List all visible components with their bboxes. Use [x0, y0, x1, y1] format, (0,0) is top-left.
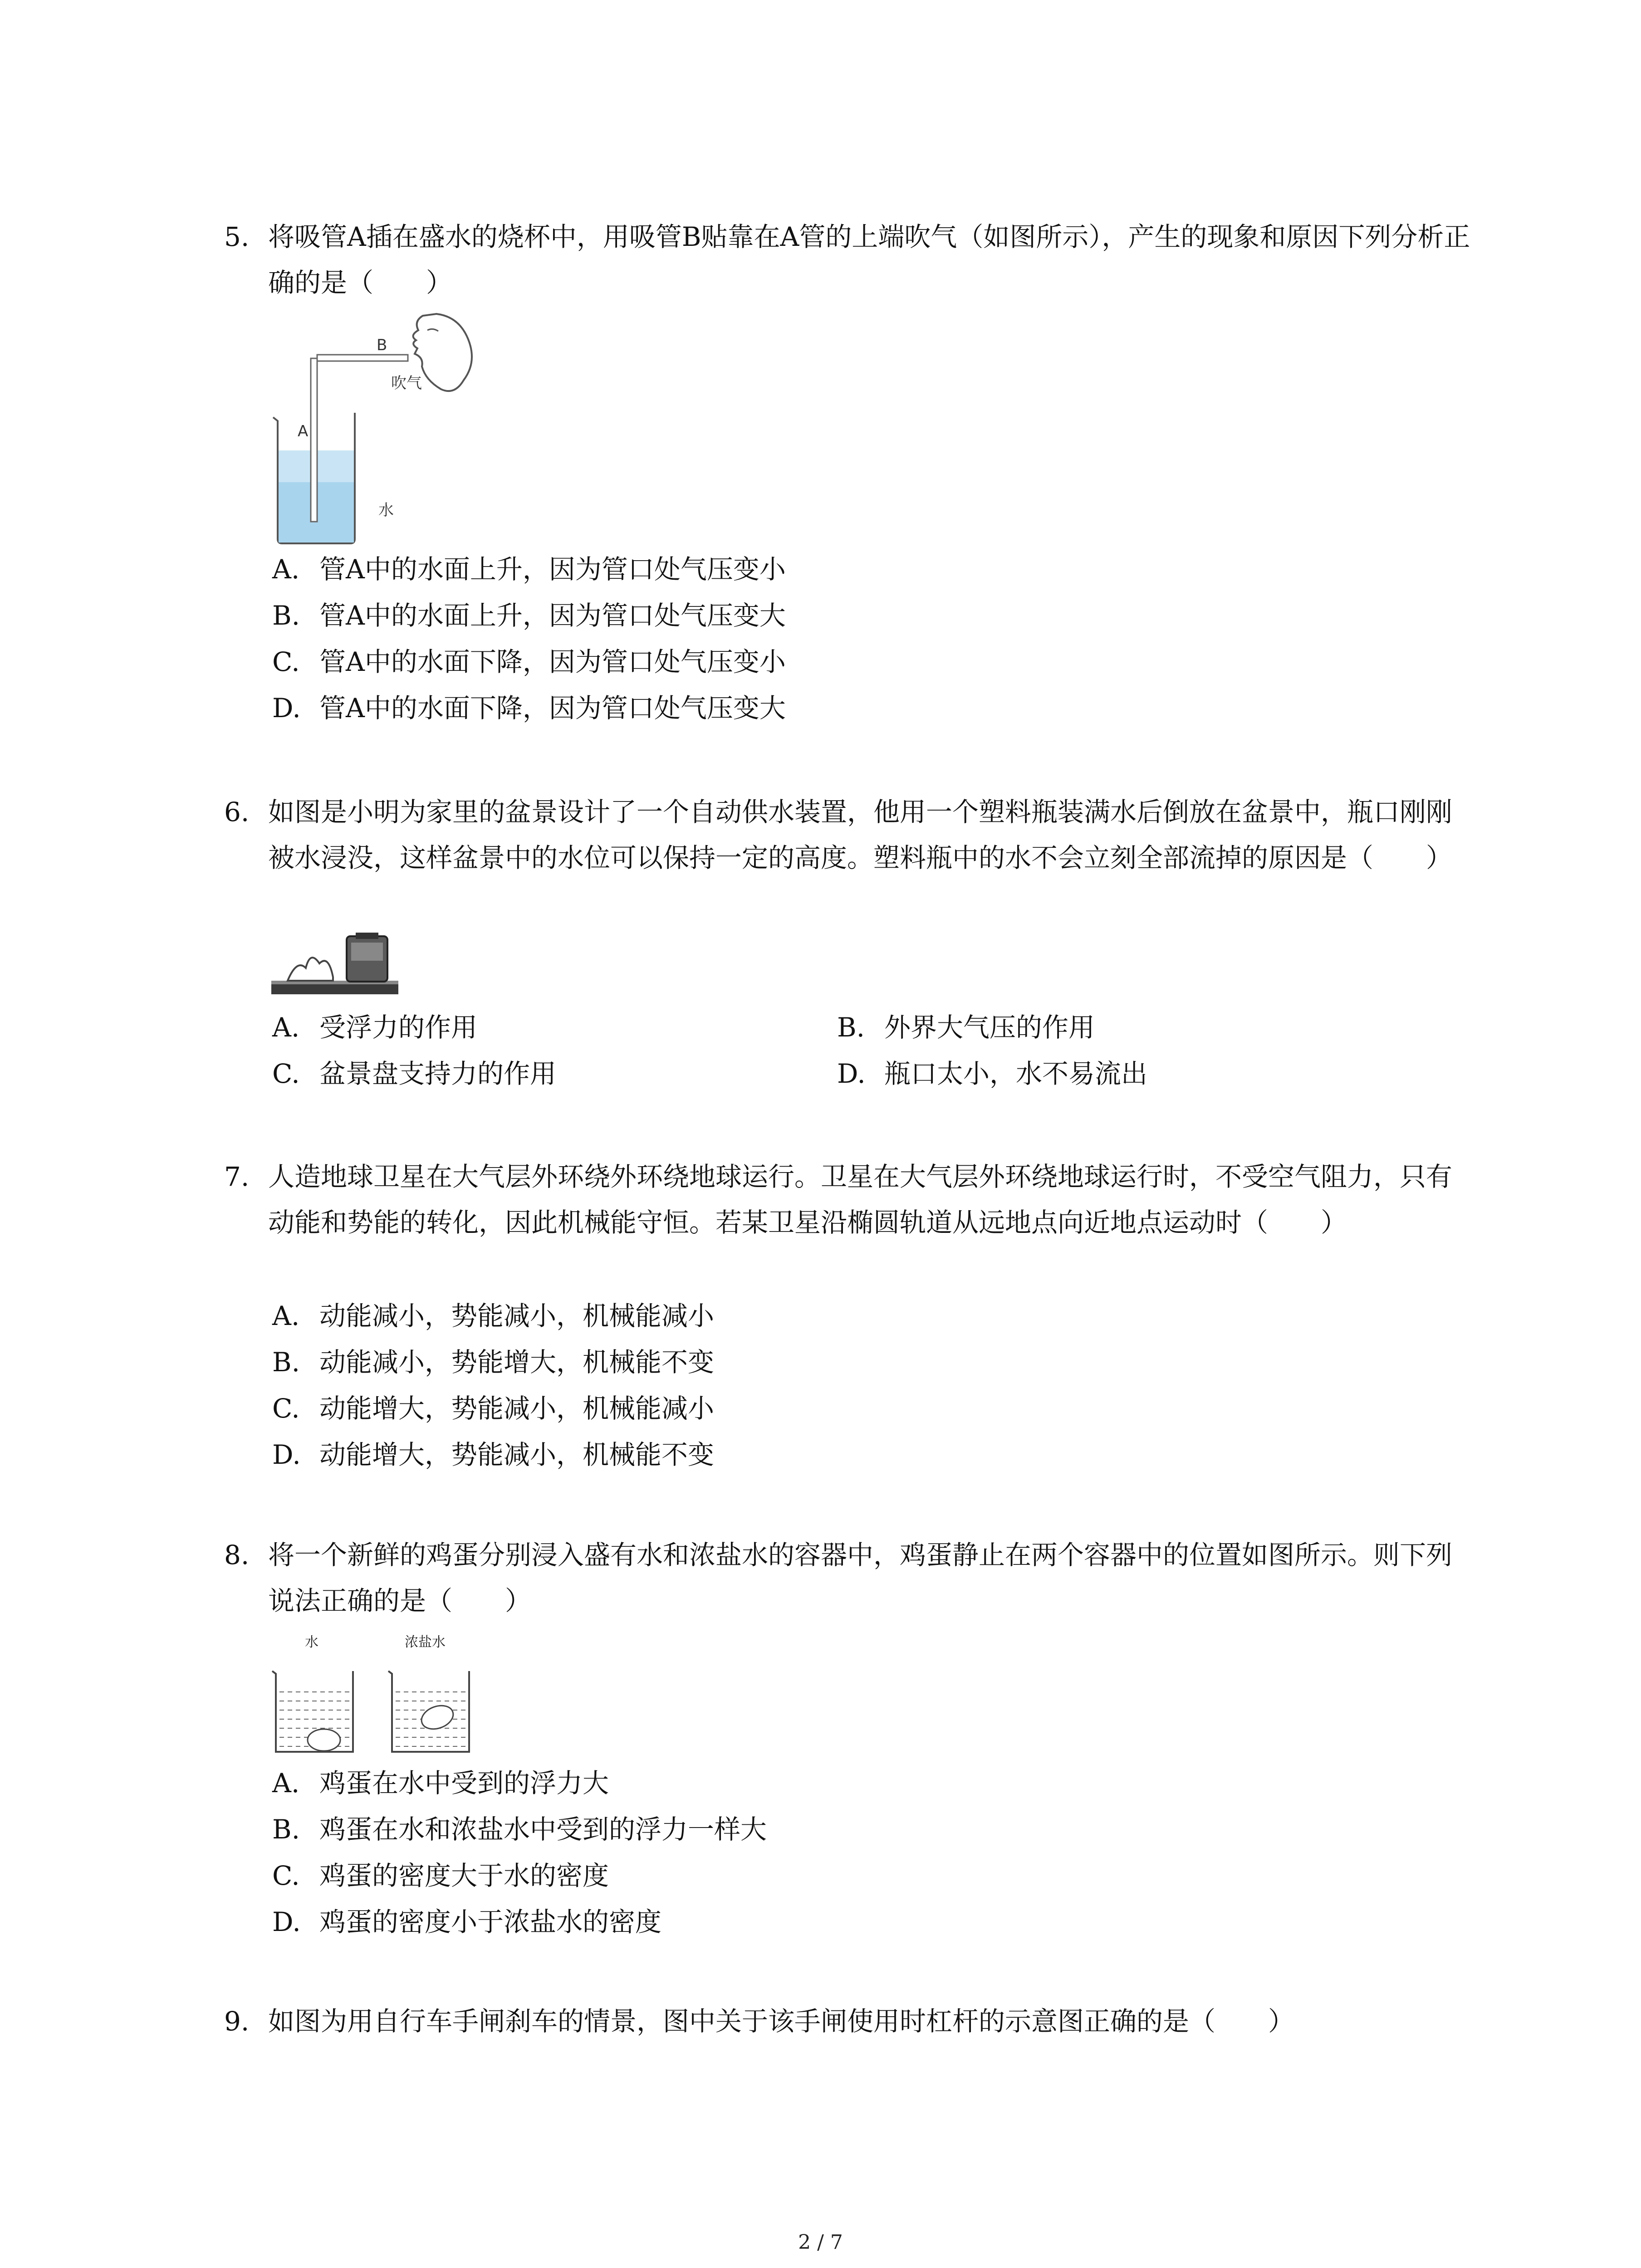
label-water: 水 [378, 501, 394, 519]
option-a: A. 鸡蛋在水中受到的浮力大 [272, 1768, 609, 1799]
question-5 [224, 214, 1476, 306]
option-b: B. 鸡蛋在水和浓盐水中受到的浮力一样大 [272, 1814, 767, 1845]
label-a: A [298, 422, 309, 440]
egg-beakers-figure [269, 1633, 505, 1762]
question-number: 5. [224, 221, 250, 252]
label-water: 水 [305, 1634, 318, 1650]
question-number: 6. [224, 797, 250, 827]
option-d: D. 管A中的水面下降，因为管口处气压变大 [272, 693, 786, 723]
question-8 [224, 1532, 1476, 1624]
question-text: 如图为用自行车手闸刹车的情景，图中关于该手闸使用时杠杆的示意图正确的是（ ） [268, 2006, 1295, 2037]
question-stem [224, 214, 1476, 306]
question-stem [224, 1532, 1476, 1624]
question-6 [224, 789, 1476, 881]
question-number: 8. [224, 1540, 250, 1570]
option-b: B. 外界大气压的作用 [837, 1012, 1095, 1043]
option-a: A. 动能减小，势能减小，机械能减小 [272, 1300, 715, 1331]
question-text: 人造地球卫星在大气层外环绕外环绕地球运行。卫星在大气层外环绕地球运行时，不受空气阻力，只有动能和势能的转化，因此机械能守恒。若某卫星沿椭圆轨道从远地点向近地点运动时（ ） [268, 1161, 1453, 1238]
option-d: D. 动能增大，势能减小，机械能不变 [272, 1439, 715, 1470]
option-c: C. 盆景盘支持力的作用 [272, 1058, 557, 1089]
option-c: C. 鸡蛋的密度大于水的密度 [272, 1860, 609, 1891]
label-b: B [377, 336, 387, 354]
question-text: 将一个新鲜的鸡蛋分别浸入盛有水和浓盐水的容器中，鸡蛋静止在两个容器中的位置如图所示。则下列说法正确的是（ ） [268, 1540, 1453, 1616]
bonsai-water-supply-figure [269, 932, 406, 1006]
option-a: A. 受浮力的作用 [272, 1012, 478, 1043]
option-d: D. 鸡蛋的密度小于浓盐水的密度 [272, 1906, 662, 1937]
label-blow: 吹气 [391, 374, 422, 392]
option-d: D. 瓶口太小，水不易流出 [837, 1058, 1148, 1089]
question-stem [224, 1999, 1476, 2044]
question-7 [224, 1154, 1476, 1246]
question-stem [224, 789, 1476, 881]
page-number: 2 / 7 [798, 2231, 843, 2254]
option-b: B. 动能减小，势能增大，机械能不变 [272, 1347, 715, 1378]
question-9 [224, 1999, 1476, 2044]
option-c: C. 管A中的水面下降，因为管口处气压变小 [272, 646, 786, 677]
question-number: 7. [224, 1161, 250, 1192]
option-a: A. 管A中的水面上升，因为管口处气压变小 [272, 554, 786, 585]
question-stem [224, 1154, 1476, 1246]
question-number: 9. [224, 2006, 250, 2037]
question-text: 将吸管A插在盛水的烧杯中，用吸管B贴靠在A管的上端吹气（如图所示），产生的现象和原因下列分析正确的是（ ） [268, 221, 1470, 298]
question-text: 如图是小明为家里的盆景设计了一个自动供水装置，他用一个塑料瓶装满水后倒放在盆景中，瓶口刚刚被水浸没，这样盆景中的水位可以保持一定的高度。塑料瓶中的水不会立刻全部流掉的原因是（ ） [268, 797, 1453, 873]
option-c: C. 动能增大，势能减小，机械能减小 [272, 1393, 715, 1424]
beaker-straw-figure [264, 312, 518, 550]
option-b: B. 管A中的水面上升，因为管口处气压变大 [272, 600, 786, 631]
label-brine: 浓盐水 [405, 1634, 446, 1650]
